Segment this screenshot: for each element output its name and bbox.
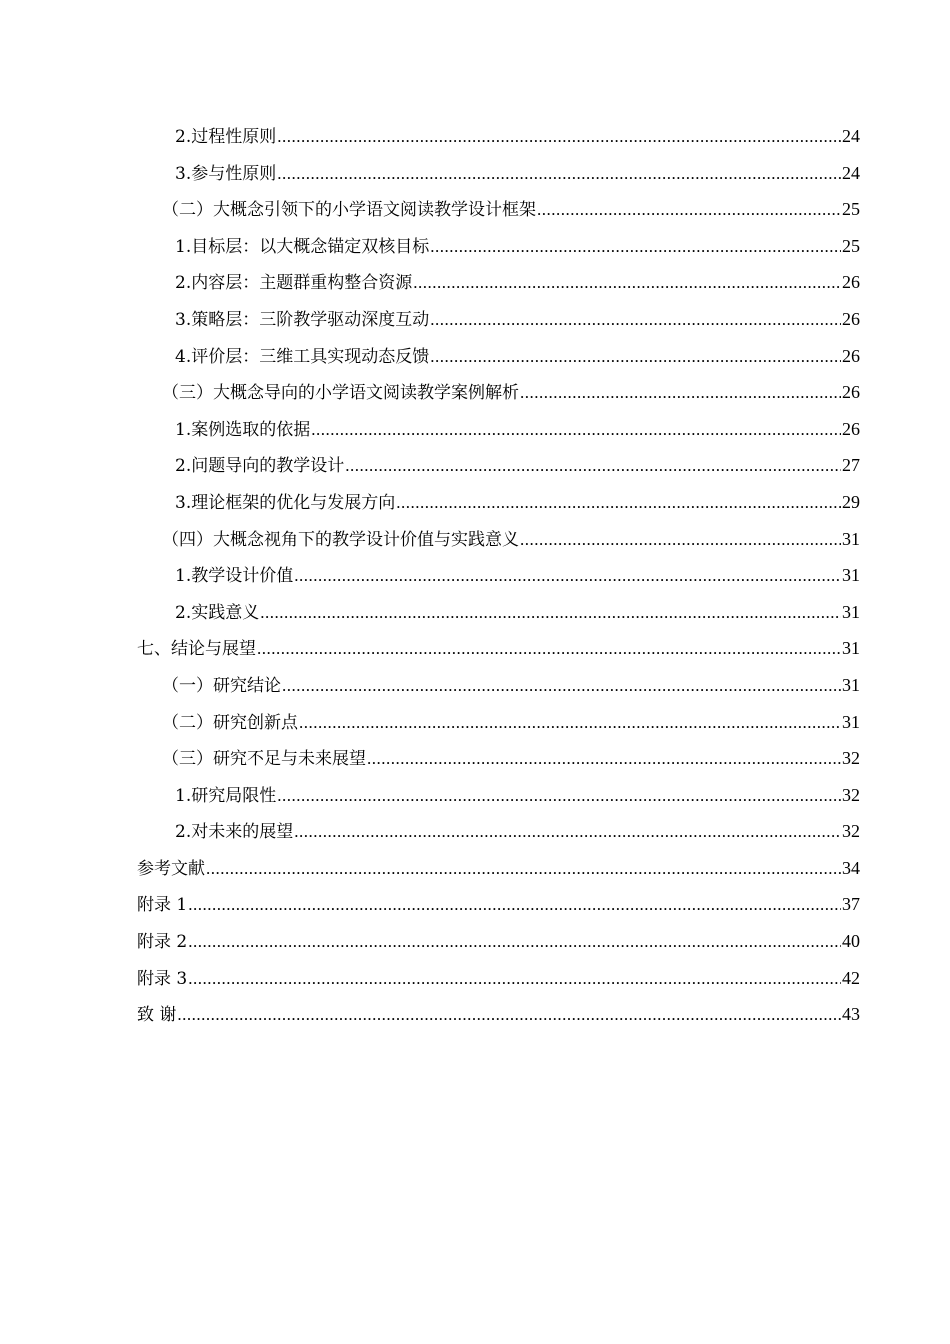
toc-dot-leader — [520, 378, 841, 408]
toc-entry-page-number: 26 — [842, 272, 860, 293]
toc-entry-page-number: 31 — [842, 711, 860, 732]
toc-dot-leader — [277, 122, 841, 152]
toc-dot-leader — [188, 890, 841, 920]
toc-dot-leader — [520, 525, 841, 555]
toc-entry[interactable] — [137, 707, 860, 744]
toc-entry-page-number: 31 — [842, 528, 860, 549]
toc-entry-page-number: 29 — [842, 491, 860, 512]
toc-dot-leader — [311, 415, 841, 445]
toc-entry-title: 3.参与性原则 — [175, 163, 277, 184]
toc-entry[interactable] — [137, 999, 860, 1036]
toc-dot-leader — [367, 744, 841, 774]
toc-entry[interactable] — [137, 926, 860, 963]
toc-entry-title: 1.教学设计价值 — [175, 566, 294, 587]
toc-dot-leader — [294, 561, 841, 591]
toc-dot-leader — [345, 451, 841, 481]
toc-entry-title: 七、结论与展望 — [137, 639, 256, 660]
toc-dot-leader — [413, 268, 841, 298]
toc-entry-title: 1.目标层：以大概念锚定双核目标 — [175, 236, 430, 257]
toc-entry-page-number: 43 — [842, 1004, 860, 1025]
toc-entry-title: 3.策略层：三阶教学驱动深度互动 — [175, 309, 430, 330]
toc-entry-title: 致 谢 — [137, 1005, 177, 1026]
toc-entry[interactable] — [137, 853, 860, 890]
toc-entry-page-number: 25 — [842, 199, 860, 220]
toc-entry[interactable] — [137, 487, 860, 524]
toc-entry-page-number: 26 — [842, 382, 860, 403]
toc-dot-leader — [430, 305, 841, 335]
toc-entry-page-number: 32 — [842, 748, 860, 769]
toc-entry-page-number: 37 — [842, 894, 860, 915]
toc-entry[interactable] — [137, 377, 860, 414]
toc-entry[interactable] — [137, 633, 860, 670]
toc-entry[interactable] — [137, 780, 860, 817]
toc-entry[interactable] — [137, 267, 860, 304]
toc-entry-page-number: 31 — [842, 674, 860, 695]
toc-entry[interactable] — [137, 597, 860, 634]
toc-entry-title: （一）研究结论 — [162, 675, 281, 696]
toc-entry[interactable] — [137, 158, 860, 195]
toc-entry[interactable] — [137, 963, 860, 1000]
toc-dot-leader — [294, 817, 841, 847]
toc-entry-page-number: 27 — [842, 455, 860, 476]
toc-entry-title: 参考文献 — [137, 858, 205, 879]
toc-entry-page-number: 31 — [842, 638, 860, 659]
toc-dot-leader — [277, 159, 841, 189]
toc-entry-title: 1.研究局限性 — [175, 785, 277, 806]
toc-entry-page-number: 31 — [842, 565, 860, 586]
toc-entry-title: 2.实践意义 — [175, 602, 260, 623]
toc-entry[interactable] — [137, 450, 860, 487]
toc-entry-title: （四）大概念视角下的教学设计价值与实践意义 — [162, 529, 519, 550]
toc-dot-leader — [188, 964, 841, 994]
toc-entry-page-number: 26 — [842, 418, 860, 439]
toc-entry[interactable] — [137, 524, 860, 561]
toc-entry-page-number: 34 — [842, 857, 860, 878]
toc-entry-page-number: 40 — [842, 931, 860, 952]
toc-entry-page-number: 31 — [842, 601, 860, 622]
toc-entry[interactable] — [137, 816, 860, 853]
toc-dot-leader — [177, 1000, 841, 1030]
table-of-contents — [137, 121, 860, 1036]
toc-entry[interactable] — [137, 743, 860, 780]
toc-entry-title: （二）研究创新点 — [162, 712, 298, 733]
toc-entry-title: 3.理论框架的优化与发展方向 — [175, 492, 396, 513]
toc-entry-title: 2.内容层：主题群重构整合资源 — [175, 273, 413, 294]
toc-entry[interactable] — [137, 121, 860, 158]
toc-entry-page-number: 26 — [842, 345, 860, 366]
toc-dot-leader — [277, 781, 841, 811]
toc-entry-page-number: 32 — [842, 784, 860, 805]
toc-entry[interactable] — [137, 414, 860, 451]
toc-entry-page-number: 42 — [842, 967, 860, 988]
toc-dot-leader — [299, 708, 841, 738]
toc-dot-leader — [206, 854, 841, 884]
toc-entry-title: 附录 1 — [137, 895, 188, 916]
toc-entry[interactable] — [137, 560, 860, 597]
toc-entry[interactable] — [137, 670, 860, 707]
toc-entry[interactable] — [137, 889, 860, 926]
toc-entry[interactable] — [137, 341, 860, 378]
toc-dot-leader — [260, 598, 841, 628]
toc-entry-title: 2.对未来的展望 — [175, 822, 294, 843]
toc-entry-title: 附录 3 — [137, 968, 188, 989]
toc-entry-title: 2.过程性原则 — [175, 127, 277, 147]
toc-entry[interactable] — [137, 231, 860, 268]
toc-entry-page-number: 26 — [842, 308, 860, 329]
toc-dot-leader — [396, 488, 841, 518]
toc-entry-page-number: 25 — [842, 235, 860, 256]
toc-dot-leader — [188, 927, 841, 957]
toc-entry-title: （二）大概念引领下的小学语文阅读教学设计框架 — [162, 200, 536, 221]
toc-entry-title: 4.评价层：三维工具实现动态反馈 — [175, 346, 430, 367]
toc-entry-title: 1.案例选取的依据 — [175, 419, 311, 440]
toc-entry[interactable] — [137, 194, 860, 231]
toc-entry-page-number: 24 — [842, 162, 860, 183]
toc-entry[interactable] — [137, 304, 860, 341]
toc-dot-leader — [282, 671, 841, 701]
toc-entry-page-number: 32 — [842, 821, 860, 842]
toc-entry-title: 2.问题导向的教学设计 — [175, 456, 345, 477]
toc-entry-title: （三）大概念导向的小学语文阅读教学案例解析 — [162, 383, 519, 404]
toc-entry-title: 附录 2 — [137, 932, 188, 953]
toc-dot-leader — [537, 195, 841, 225]
toc-entry-page-number: 24 — [842, 126, 860, 146]
toc-dot-leader — [257, 634, 841, 664]
toc-entry-title: （三）研究不足与未来展望 — [162, 749, 366, 770]
toc-dot-leader — [430, 342, 841, 372]
toc-dot-leader — [430, 232, 841, 262]
